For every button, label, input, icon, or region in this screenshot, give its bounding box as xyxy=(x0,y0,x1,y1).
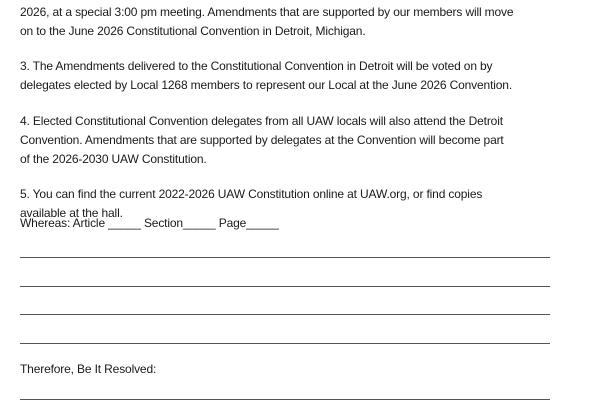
whereas-write-line-1[interactable] xyxy=(20,257,550,258)
whereas-write-line-2[interactable] xyxy=(20,286,550,287)
paragraph-5-line-1: 5. You can find the current 2022-2026 UAW Constitution online at UAW.org, or find copies xyxy=(20,187,483,201)
paragraph-4-line-1: 4. Elected Constitutional Convention delegates from all UAW locals will also attend the Detroit xyxy=(20,114,503,128)
paragraph-2-line-1: 2026, at a special 3:00 pm meeting. Amendments that are supported by our members will move xyxy=(20,5,514,19)
whereas-fields: Whereas: Article _____ Section_____ Page_____ xyxy=(20,216,279,230)
whereas-write-line-4[interactable] xyxy=(20,343,550,344)
paragraph-5-line-2: available at the hall. xyxy=(20,206,123,220)
paragraph-4-line-2: Convention. Amendments that are supported by delegates at the Convention will become part xyxy=(20,133,504,147)
paragraph-3-line-2: delegates elected by Local 1268 members to represent our Local at the June 2026 Convention. xyxy=(20,78,513,92)
paragraph-2-line-2: on to the June 2026 Constitutional Convention in Detroit, Michigan. xyxy=(20,24,366,38)
resolved-label: Therefore, Be It Resolved: xyxy=(20,362,157,376)
paragraph-3-line-1: 3. The Amendments delivered to the Constitutional Convention in Detroit will be voted on by xyxy=(20,59,493,73)
paragraph-4-line-3: of the 2026-2030 UAW Constitution. xyxy=(20,152,207,166)
whereas-write-line-3[interactable] xyxy=(20,314,550,315)
